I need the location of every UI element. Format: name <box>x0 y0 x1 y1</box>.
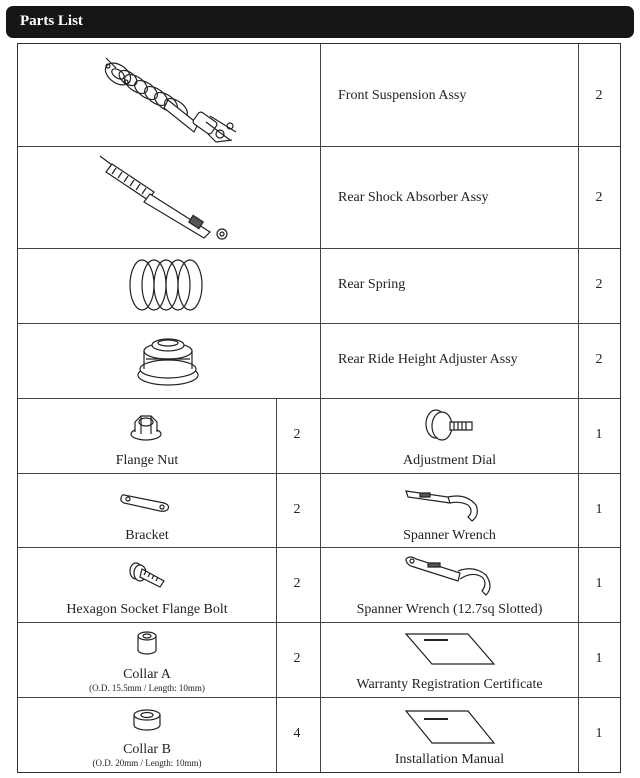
table-row <box>18 44 620 146</box>
part-note: (O.D. 20mm / Length: 10mm) <box>92 758 202 768</box>
part-name: Spanner Wrench (12.7sq Slotted) <box>356 602 543 617</box>
part-name: Front Suspension Assy <box>338 88 467 103</box>
part-name: Rear Shock Absorber Assy <box>338 190 489 205</box>
part-qty: 2 <box>293 502 301 517</box>
table-row <box>18 248 620 323</box>
part-name: Collar B <box>123 742 171 757</box>
rear-spring-icon <box>126 256 208 314</box>
table-row <box>18 697 620 772</box>
rear-shock-absorber-icon <box>98 154 238 240</box>
collar-b-icon <box>132 707 162 733</box>
part-qty: 1 <box>595 427 603 442</box>
part-qty: 1 <box>595 502 603 517</box>
table-row <box>18 473 620 547</box>
adjustment-dial-icon <box>422 408 474 444</box>
parts-table <box>17 43 621 773</box>
parts-list-header <box>6 6 634 38</box>
part-name: Rear Ride Height Adjuster Assy <box>338 352 518 367</box>
part-qty: 2 <box>293 576 301 591</box>
front-suspension-icon <box>98 48 248 144</box>
part-qty: 4 <box>293 726 301 741</box>
bracket-icon <box>120 489 172 513</box>
part-note: (O.D. 15.5mm / Length: 10mm) <box>89 683 205 693</box>
table-row <box>18 547 620 622</box>
part-qty: 2 <box>293 427 301 442</box>
warranty-card-icon <box>402 630 498 668</box>
part-name: Spanner Wrench <box>403 528 496 543</box>
flange-nut-icon <box>130 412 162 442</box>
part-name: Adjustment Dial <box>403 453 496 468</box>
part-qty: 1 <box>595 726 603 741</box>
part-qty: 2 <box>595 88 603 103</box>
slotted-spanner-wrench-icon <box>404 553 496 597</box>
part-qty: 2 <box>293 651 301 666</box>
table-row <box>18 146 620 248</box>
table-row <box>18 622 620 697</box>
part-qty: 1 <box>595 651 603 666</box>
part-name: Flange Nut <box>115 453 179 468</box>
flange-bolt-icon <box>128 561 168 591</box>
spanner-wrench-icon <box>404 487 484 523</box>
part-qty: 2 <box>595 352 603 367</box>
part-qty: 2 <box>595 277 603 292</box>
parts-list-title: Parts List <box>20 13 83 29</box>
part-name: Bracket <box>125 528 169 543</box>
part-qty: 1 <box>595 576 603 591</box>
part-name: Rear Spring <box>338 277 406 292</box>
part-name: Collar A <box>123 667 171 682</box>
table-row <box>18 398 620 473</box>
manual-icon <box>402 707 498 747</box>
ride-height-adjuster-icon <box>136 331 200 387</box>
part-name: Hexagon Socket Flange Bolt <box>66 602 228 617</box>
part-name: Installation Manual <box>394 752 505 767</box>
part-name: Warranty Registration Certificate <box>356 677 543 692</box>
collar-a-icon <box>136 630 158 656</box>
table-row <box>18 323 620 398</box>
part-qty: 2 <box>595 190 603 205</box>
